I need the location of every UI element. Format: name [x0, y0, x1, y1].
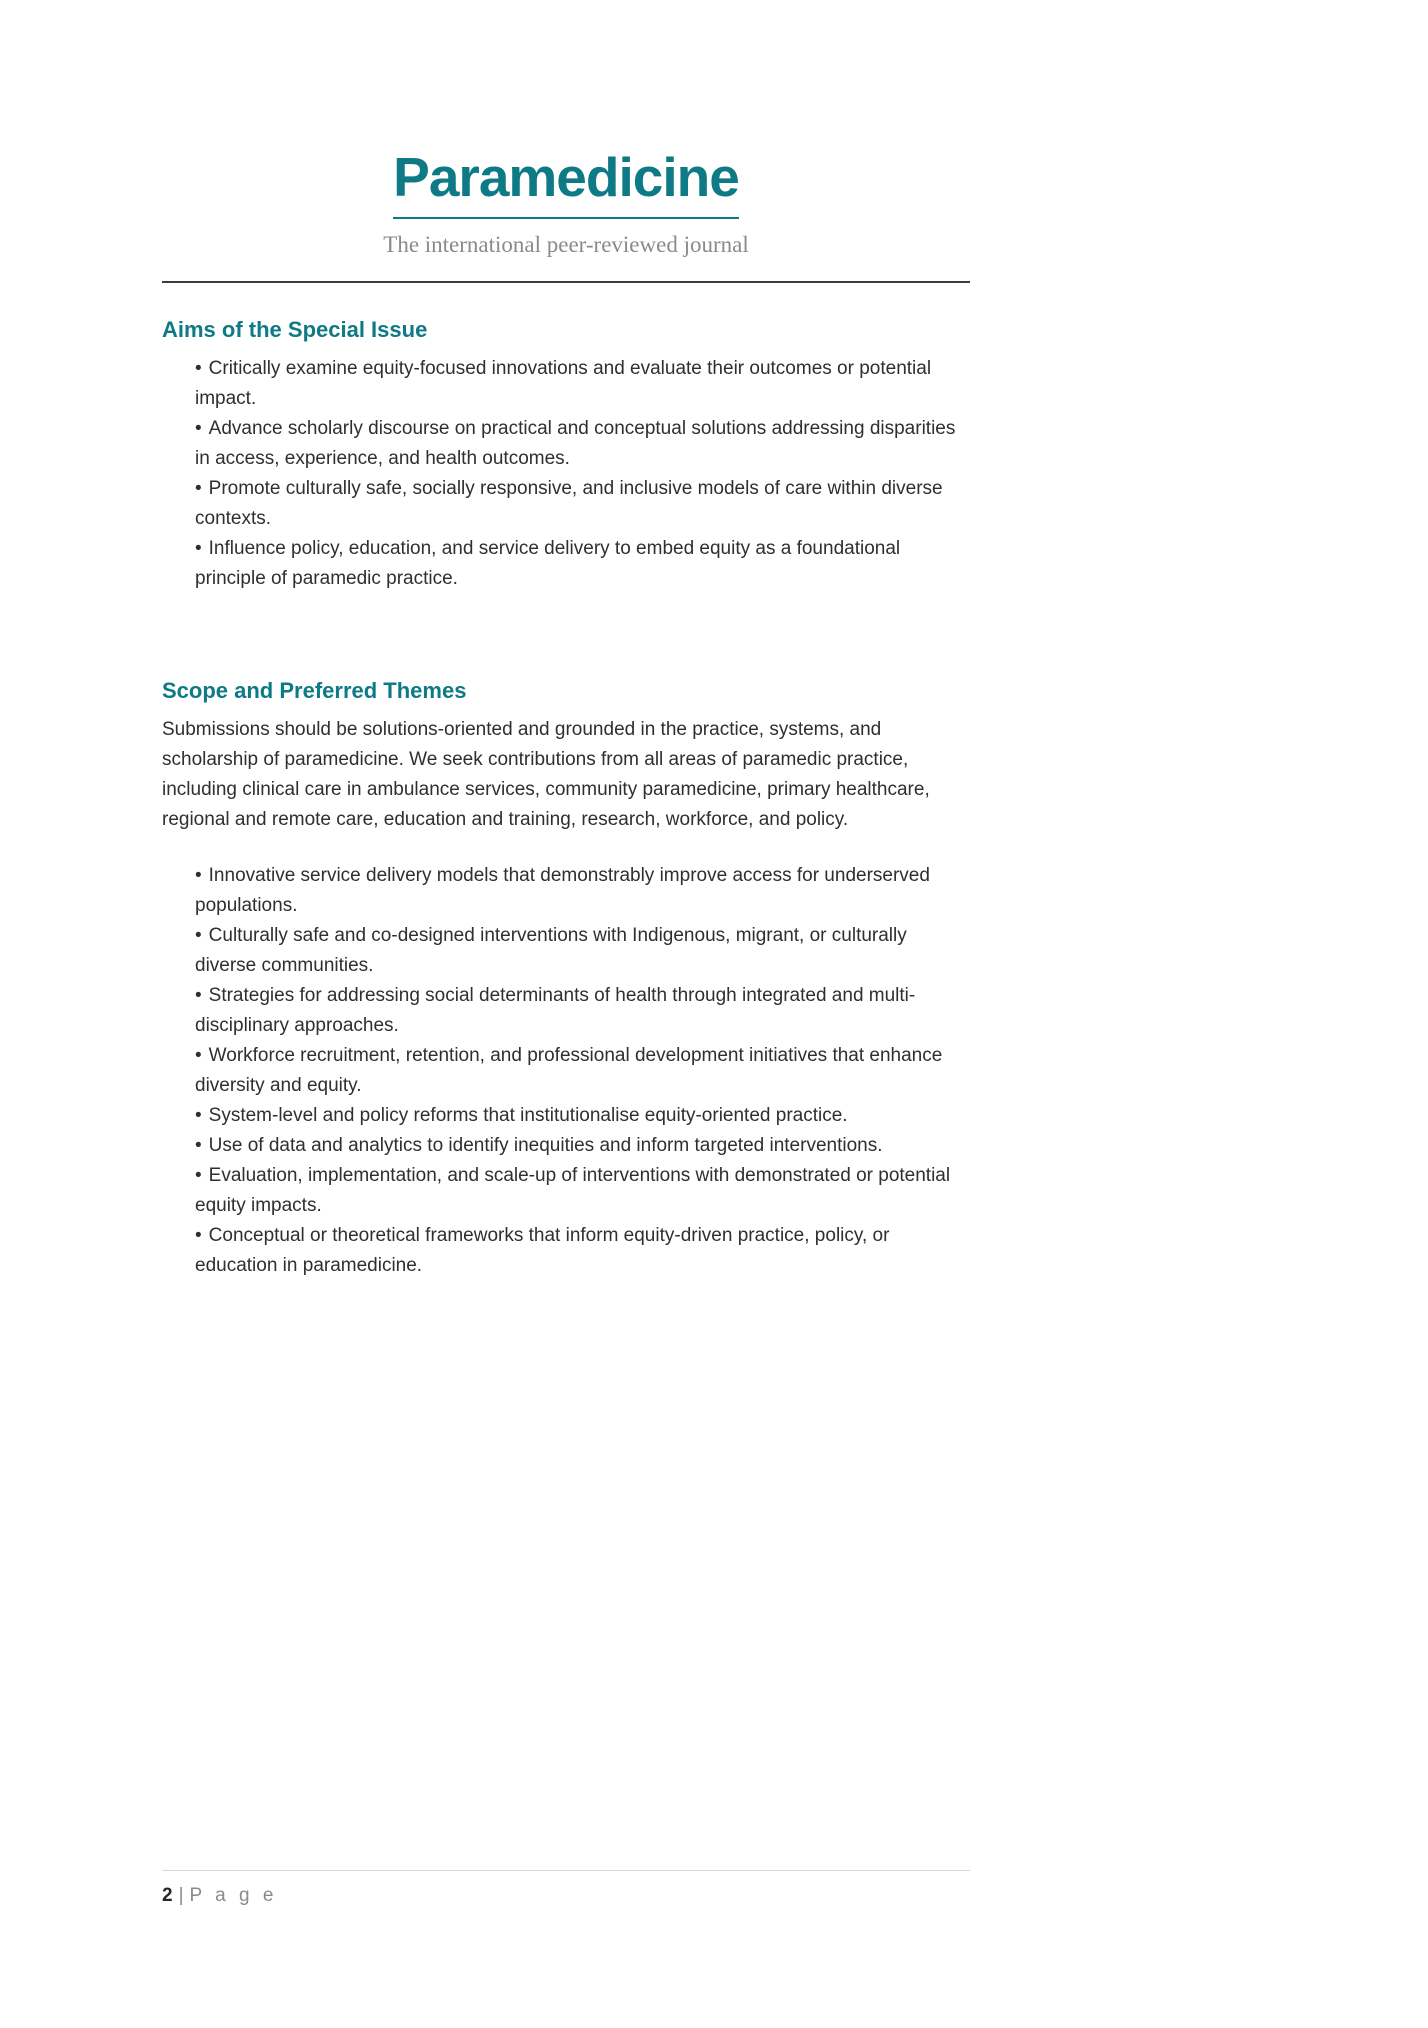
bullet-marker: •	[195, 1045, 202, 1067]
section-heading-aims: Aims of the Special Issue	[162, 316, 428, 342]
bullet-text: Strategies for addressing social determinants of health through integrated and multi-disciplinary approaches.	[195, 985, 916, 1037]
bullet-marker: •	[195, 865, 202, 887]
journal-tagline: The international peer-reviewed journal	[383, 232, 749, 257]
header-divider	[162, 281, 970, 283]
bullet-item	[162, 861, 970, 921]
journal-logo-text: Paramedicine	[393, 150, 739, 219]
bullet-marker: •	[195, 357, 202, 379]
footer-separator: |	[178, 1885, 184, 1906]
section-heading-scope: Scope and Preferred Themes	[162, 677, 467, 703]
bullet-marker: •	[195, 1105, 202, 1127]
bullet-marker: •	[195, 985, 202, 1007]
bullet-text: Influence policy, education, and service delivery to embed equity as a foundational principle of paramedic practice.	[195, 537, 901, 589]
bullet-item	[162, 354, 970, 414]
bullet-marker: •	[195, 417, 202, 439]
bullet-item	[162, 1101, 970, 1131]
footer-divider	[162, 1870, 970, 1871]
bullet-text: Promote culturally safe, socially responsive, and inclusive models of care within diverse contexts.	[195, 477, 943, 529]
bullet-item	[162, 414, 970, 474]
bullet-marker: •	[195, 537, 202, 559]
page-footer	[162, 1870, 970, 1911]
scope-intro-paragraph: Submissions should be solutions-oriented and grounded in the practice, systems, and scholarship of paramedicine. We seek contributions from all areas of paramedic practice, including clinical care in ambulance services, community paramedicine, primary healthcare, regional and remote care, education and training, research, workforce, and policy.	[162, 719, 930, 831]
bullet-marker: •	[195, 477, 202, 499]
bullet-item	[162, 534, 970, 594]
bullet-text: Use of data and analytics to identify inequities and inform targeted interventions.	[208, 1135, 883, 1157]
bullet-item	[162, 474, 970, 534]
bullet-marker: •	[195, 925, 202, 947]
bullet-text: Innovative service delivery models that demonstrably improve access for underserved populations.	[195, 865, 930, 917]
bullet-text: Critically examine equity-focused innovations and evaluate their outcomes or potential impact.	[195, 357, 932, 409]
journal-masthead	[162, 146, 970, 283]
section-aims	[162, 317, 970, 594]
bullet-text: System-level and policy reforms that institutionalise equity-oriented practice.	[208, 1105, 848, 1127]
bullet-marker: •	[195, 1135, 202, 1157]
bullet-item	[162, 1161, 970, 1221]
bullet-item	[162, 921, 970, 981]
section-scope	[162, 678, 970, 1281]
bullet-item	[162, 1041, 970, 1101]
bullet-item	[162, 981, 970, 1041]
bullet-marker: •	[195, 1165, 202, 1187]
bullet-text: Culturally safe and co-designed interventions with Indigenous, migrant, or culturally diverse communities.	[195, 925, 907, 977]
bullet-marker: •	[195, 1225, 202, 1247]
journal-logo	[162, 146, 970, 219]
bullet-item	[162, 1131, 970, 1161]
bullet-text: Workforce recruitment, retention, and professional development initiatives that enhance diversity and equity.	[195, 1045, 943, 1097]
bullet-text: Evaluation, implementation, and scale-up of interventions with demonstrated or potential equity impacts.	[195, 1165, 951, 1217]
bullet-item	[162, 1221, 970, 1281]
footer-text	[162, 1881, 970, 1911]
bullet-text: Advance scholarly discourse on practical and conceptual solutions addressing disparities in access, experience, and health outcomes.	[195, 417, 956, 469]
bullet-text: Conceptual or theoretical frameworks that inform equity-driven practice, policy, or education in paramedicine.	[195, 1225, 890, 1277]
page-number: 2	[162, 1885, 173, 1906]
page-word: P a g e	[189, 1885, 278, 1906]
